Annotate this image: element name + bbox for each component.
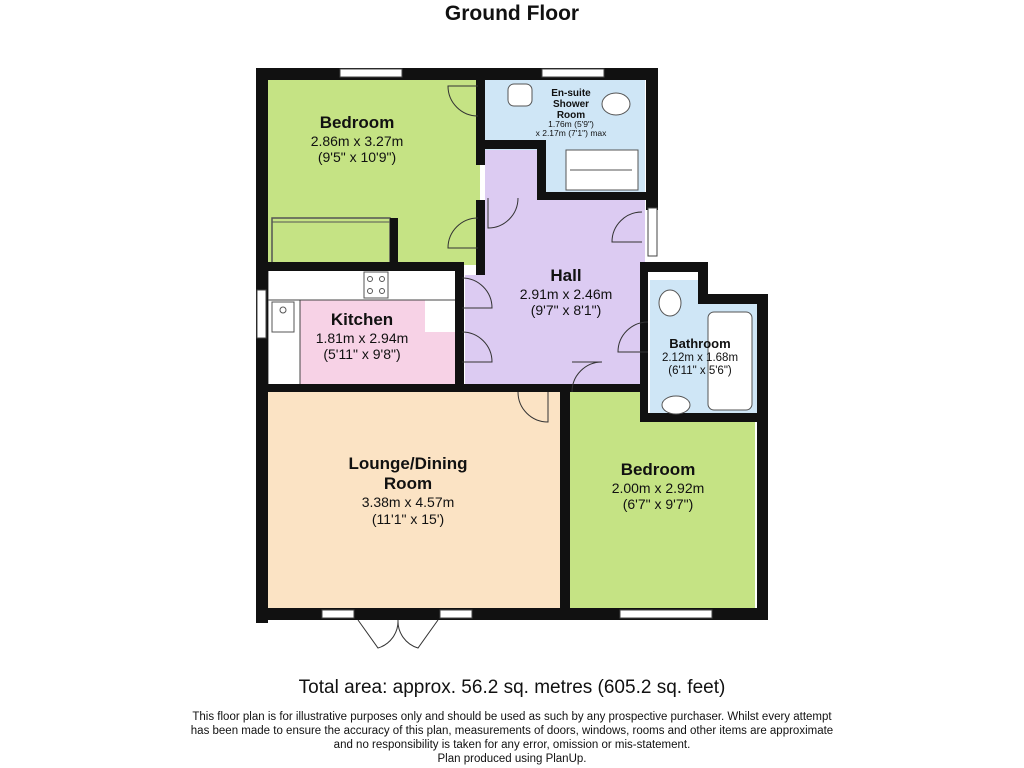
window-hall [648, 208, 657, 256]
room-dimensions-metric: 2.86m x 3.27m [310, 133, 404, 149]
window-kitchen [257, 290, 266, 338]
room-name: Bathroom [669, 336, 731, 351]
room-dimensions-metric: 2.12m x 1.68m [661, 352, 739, 364]
total-area: Total area: approx. 56.2 sq. metres (605.2 sq. feet) [298, 677, 726, 698]
window-lounge-right [440, 610, 472, 618]
room-label-bedroom-1 [311, 113, 404, 165]
room-dimensions-imperial: (9'7" x 8'1") [530, 302, 602, 318]
patio-door-left [358, 620, 398, 648]
ensuite-toilet-icon [602, 93, 630, 115]
room-name: En-suite [551, 88, 591, 99]
disclaimer-line: Plan produced using PlanUp. [437, 753, 587, 765]
room-dimensions-imperial: (5'11" x 9'8") [323, 346, 401, 362]
room-name: Hall [550, 266, 582, 285]
disclaimer-line: This floor plan is for illustrative purposes only and should be used as such by any prospective purchaser. Whilst every attempt [192, 711, 832, 723]
room-name: Shower [552, 99, 590, 110]
room-dimensions-metric: 2.91m x 2.46m [519, 286, 613, 302]
kitchen-worktop-top [268, 270, 458, 300]
bathroom-basin-icon [662, 396, 690, 414]
room-dimensions-metric: 3.38m x 4.57m [361, 494, 455, 510]
room-dimensions-imperial: x 2.17m (7'1") max [535, 128, 607, 138]
disclaimer-line: has been made to ensure the accuracy of this plan, measurements of doors, windows, rooms and other items are approximate [190, 725, 834, 737]
room-dimensions-metric: 1.81m x 2.94m [315, 330, 409, 346]
floor-title: Ground Floor [444, 2, 580, 25]
room-dimensions-imperial: (11'1" x 15') [371, 511, 445, 527]
window-lounge-left [322, 610, 354, 618]
room-name: Bedroom [319, 113, 395, 132]
room-name: Kitchen [330, 310, 394, 329]
ensuite-basin-icon [508, 84, 532, 106]
room-dimensions-metric: 2.00m x 2.92m [611, 480, 705, 496]
window-ensuite [542, 69, 604, 77]
room-name: Room [383, 474, 433, 493]
patio-door-right [398, 620, 438, 648]
room-name: Bedroom [620, 460, 696, 479]
room-dimensions-imperial: (6'11" x 5'6") [668, 365, 732, 377]
room-name: Room [556, 110, 586, 121]
room-label-bedroom-2 [612, 460, 705, 512]
room-label-bathroom [662, 336, 738, 377]
bathroom-toilet-icon [659, 290, 681, 316]
room-name: Lounge/Dining [348, 454, 468, 473]
window-bedroom-2 [620, 610, 712, 618]
disclaimer [160, 710, 864, 766]
window-bedroom-1 [340, 69, 402, 77]
hob-icon [364, 272, 388, 298]
bedroom-1-floor [268, 80, 480, 265]
room-dimensions-imperial: (6'7" x 9'7") [622, 496, 694, 512]
disclaimer-line: and no responsibility is taken for any error, omission or mis-statement. [333, 739, 691, 751]
room-dimensions-metric: 1.76m (5'9") [548, 119, 594, 129]
room-dimensions-imperial: (9'5" x 10'9") [317, 149, 397, 165]
